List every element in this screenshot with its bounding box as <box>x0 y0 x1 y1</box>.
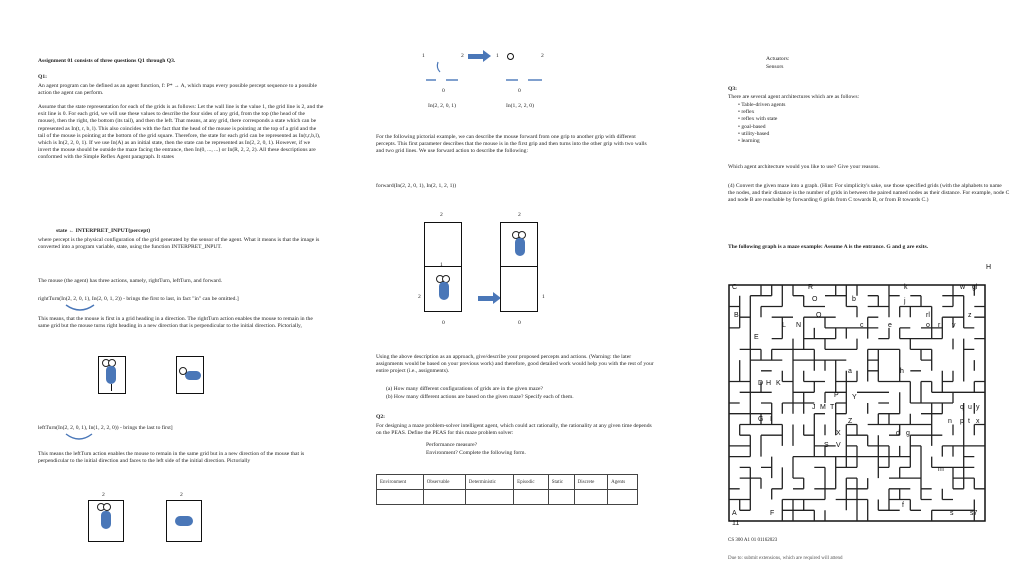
mouse-ear-icon <box>103 503 111 511</box>
maze-node-label: j <box>904 298 906 305</box>
q2-text: For designing a maze problem-solver intelligent agent, which could act rationally, the rationality at any given time depends on the PEAS. Define the PEAS for this maze problem solver: <box>376 423 652 437</box>
maze-node-label: y <box>976 404 980 411</box>
maze-node-label: X <box>836 430 841 437</box>
grid-cell-before-right <box>98 356 126 394</box>
maze-node-label: rl <box>926 312 930 319</box>
maze-node-label: O <box>812 296 818 303</box>
grid-lines-icon <box>504 60 548 84</box>
maze-node-label: gl <box>972 284 978 291</box>
table-header-cell: Deterministic <box>465 475 513 490</box>
mouse-icon <box>106 366 116 384</box>
list-item: • learning <box>738 138 760 145</box>
rightturn-curve-icon <box>64 303 96 313</box>
grid-number: 0 <box>518 320 521 326</box>
q3-text: There are several agent architectures which are as follows: <box>728 94 860 100</box>
maze-node-label: s <box>950 510 954 517</box>
maze-node-label: H <box>766 380 772 387</box>
leftturn-curve-icon <box>64 432 94 442</box>
maze-node-label: S <box>824 442 829 449</box>
maze-node-label: g <box>906 430 910 437</box>
maze-node-label: E <box>754 334 759 341</box>
maze-node-label: m <box>938 466 944 473</box>
maze-node-label: c <box>860 322 864 329</box>
grid-number: 2 <box>418 294 421 300</box>
mouse-head-icon <box>507 53 514 60</box>
maze-node-label: d <box>896 430 900 437</box>
list-item: • reflex with state <box>738 116 778 123</box>
maze-node-label: p <box>960 418 964 425</box>
maze-node-label: M <box>820 404 826 411</box>
maze-node-label: A <box>732 510 737 517</box>
mouse-turned-icon <box>185 371 201 380</box>
maze-node-label: G <box>758 416 764 423</box>
q4-paragraph: (4) Convert the given maze into a graph. (Hint: For simplicity's sake, use those specified grids (with the alphabets to name the nodes, and their distance is the number of grids in between the paired named nodes as their distance. For example, node C and node B are reachable by forwarding 6 grids from C towards B, or from B towards C.) <box>728 183 1010 204</box>
maze-node-label: F <box>770 510 775 517</box>
list-item: • Table-driven agents <box>738 102 786 108</box>
grid-number: 1 <box>440 262 443 268</box>
grid-number: 0 <box>518 88 521 94</box>
where-paragraph: where percept is the physical configuration of the grid generated by the sensor of the agent. What it means is that the image is converted into a program variable, state, using the function INTERPRET_INPUT. <box>38 237 320 251</box>
rightturn-description: This means, that the mouse is first in a grid heading in a direction. The rightTurn action enables the mouse to remain in the same grid but the mouse turns right heading in a new direction that is perpendicular to the initial direction. Pictorially, <box>38 316 313 330</box>
list-item: • goal-based <box>738 123 766 130</box>
grid-number: 0 <box>442 88 445 94</box>
list-item: • utility-based <box>738 130 770 137</box>
maze-node-label: L <box>782 322 786 329</box>
maze-node-label: I <box>770 416 772 423</box>
list-item: • reflex <box>738 109 755 116</box>
grid-number: 2 <box>180 492 183 498</box>
assignment-heading: Assignment 01 consists of three questions Q1 through Q3. <box>38 58 176 64</box>
peas-table <box>376 474 638 505</box>
graph-example-text: The following graph is a maze example: Assume A is the entrance. G and g are exits. <box>728 244 929 250</box>
grid-cell-before-left <box>88 500 124 542</box>
maze-node-label: u <box>968 404 972 411</box>
maze-node-label: P <box>834 392 839 399</box>
leftturn-line: leftTurn(In(2, 2, 0, 1), In(1, 2, 2, 0)) - brings the last to first] <box>38 425 173 431</box>
maze-node-label: N <box>796 322 802 329</box>
table-header-cell: Episodic <box>514 475 549 490</box>
grid-number: 2 <box>541 53 544 59</box>
grid-cell-after-left <box>166 500 202 542</box>
maze-node-label: h <box>900 368 904 375</box>
document-page-1 <box>26 0 334 576</box>
q1-text: An agent program can be defined as an agent function, f: P* → A, which maps every possible percept sequence to a possible action the agent can perform. <box>38 83 317 97</box>
maze-node-label: s7 <box>970 510 978 517</box>
maze-node-label: K <box>776 380 781 387</box>
q1-label: Q1: <box>38 74 48 80</box>
sensors-label: Sensors <box>766 64 784 70</box>
table-header-row <box>377 475 638 490</box>
which-architecture: Which agent architecture would you like to use? Give your reasons. <box>728 164 880 170</box>
maze-node-label: v <box>952 322 956 329</box>
mouse-icon <box>515 238 525 256</box>
grid-cell-bottom-left <box>424 266 462 312</box>
maze-node-label: b <box>852 296 856 303</box>
mouse-ear-icon <box>179 367 187 375</box>
grid-number: 2 <box>518 212 521 218</box>
maze-node-label: Z <box>848 418 853 425</box>
maze-node-label: C <box>732 284 738 291</box>
assume-paragraph: Assume that the state representation for each of the grids is as follows: Let the wall line is the value 1, the grid line is 2, and the exit line is 0. For each grid, we will use these values to describe the four sides of any grid, from the top (the head of the mouse), then the right, the bottom (its tail), and then the left. That means, at any grid, there corresponds a state which can be represented as In(t, r, b, l). This also coincides with the fact that the head of the mouse is pointing at the top of a grid and the tail of the mouse is pointing at the bottom of the grid square. Therefore, the state for each grid can be represented as In(t,r,b,l), which is In(2, 2, 0, 1). If we use In(A) as an initial state, then the state can be represented as In(2, 2, 0, 1). However, if we invert the mouse should be outside the maze facing the entrance, then In(0, ..., ...) or In(R, 2, 2, 2). All these descriptions are conformed with the Simple Reflex Agent paragraph. It states <box>38 104 324 161</box>
using-paragraph: Using the above description as an approach, give/describe your proposed percepts and actions. (Warning: the later assignments would be based on your previous work) and therefore, good detailed work would help you with the rest of your entire project (i.e., assignments). <box>376 354 654 375</box>
maze-node-label: e <box>888 322 892 329</box>
maze-node-label: k <box>904 284 908 291</box>
maze-node-label: o <box>926 322 930 329</box>
grid-cell-bottom-right <box>500 266 538 312</box>
maze-node-label: V <box>836 442 841 449</box>
maze-node-label: f <box>902 502 904 509</box>
grid-number: 0 <box>442 320 445 326</box>
grid-number: 2 <box>440 212 443 218</box>
maze-node-label: q <box>960 404 964 411</box>
maze-node-label: T <box>830 404 835 411</box>
grid-number: 2 <box>461 53 464 59</box>
following-paragraph: For the following pictorial example, we can describe the mouse forward from one grip to another grip with different percepts. This first parameter describes that the mouse is in the first grip and then turns into the other grip with two walls and two grid lines. We use forward action to describe the following: <box>376 134 647 155</box>
maze-node-label: 11 <box>732 520 740 527</box>
leftturn-description: This means the leftTurn action enables the mouse to remain in the same grid but in a new direction of the mouse that is perpendicular to the initial direction and faces to the left side of the initial direction. Pictorially <box>38 451 305 465</box>
q2-label: Q2: <box>376 414 386 420</box>
actuators-label: Actuators: <box>766 56 790 62</box>
maze-node-label: z <box>968 312 972 319</box>
table-header-cell: Static <box>548 475 574 490</box>
forward-line: forward(In(2, 2, 0, 1), In(2, 1, 2, 1)) <box>376 183 457 189</box>
maze-node-label: a <box>848 368 852 375</box>
grid-number: 1 <box>496 53 499 59</box>
grid-cell-top-left <box>424 222 462 267</box>
rightturn-line: rightTurn(In(2, 2, 0, 1), In(2, 0, 1, 2)) - brings the first to last, in fact "in" can be omitted.] <box>38 296 239 302</box>
architecture-list <box>738 102 785 145</box>
mouse-icon <box>439 282 449 300</box>
grid-lines-icon <box>424 60 464 84</box>
q3-label: Q3: <box>728 86 738 92</box>
state-line: state ← INTERPRET_INPUT(percept) <box>56 228 151 234</box>
question-a: (a) How many different configurations of grids are in the given maze? <box>386 386 543 392</box>
maze-diagram <box>728 284 988 524</box>
forward-arrow-icon <box>478 296 494 301</box>
grid-cell-top-right <box>500 222 538 267</box>
maze-node-label: R <box>808 284 814 291</box>
maze-node-label: D <box>758 380 764 387</box>
forward-arrow-icon <box>468 54 484 59</box>
maze-node-label: t <box>968 418 970 425</box>
maze-node-label: J <box>812 404 816 411</box>
maze-node-label: B <box>734 312 739 319</box>
question-b: (b) How many different actions are based on the given maze? Specify each of them. <box>386 394 574 400</box>
mouse-icon <box>101 511 111 529</box>
state-label: In(1, 2, 2, 0) <box>506 103 534 109</box>
table-header-cell: Agents <box>608 475 638 490</box>
document-page-2 <box>366 0 662 576</box>
maze-node-label: n <box>948 418 952 425</box>
maze-node-label: w <box>960 284 966 291</box>
table-header-cell: Discrete <box>574 475 607 490</box>
grid-number: 1 <box>422 53 425 59</box>
grid-cell-after-right <box>176 356 204 394</box>
maze-node-label: x <box>976 418 980 425</box>
grid-number: 2 <box>102 492 105 498</box>
actions-paragraph: The mouse (the agent) has three actions, namely, rightTurn, leftTurn, and forward. <box>38 278 223 284</box>
performance-measure: Performance measure? <box>426 442 478 448</box>
grid-number: 1 <box>542 294 545 300</box>
table-header-cell: Observable <box>423 475 465 490</box>
footer-note: Due to: submit extensions, which are required will attend <box>728 556 843 561</box>
maze-node-label: O <box>816 312 822 319</box>
mouse-turned-icon <box>175 516 193 526</box>
maze-node-label: H <box>986 264 992 271</box>
state-label: In(2, 2, 0, 1) <box>428 103 456 109</box>
table-row <box>377 490 638 505</box>
document-page-3 <box>718 0 1014 576</box>
maze-node-label: Y <box>852 394 857 401</box>
table-header-cell: Environment <box>377 475 424 490</box>
footer-code: CS 300 A1 01 01162023 <box>728 538 778 543</box>
environment-question: Environment? Complete the following form. <box>426 450 526 456</box>
maze-node-label: r <box>938 322 941 329</box>
